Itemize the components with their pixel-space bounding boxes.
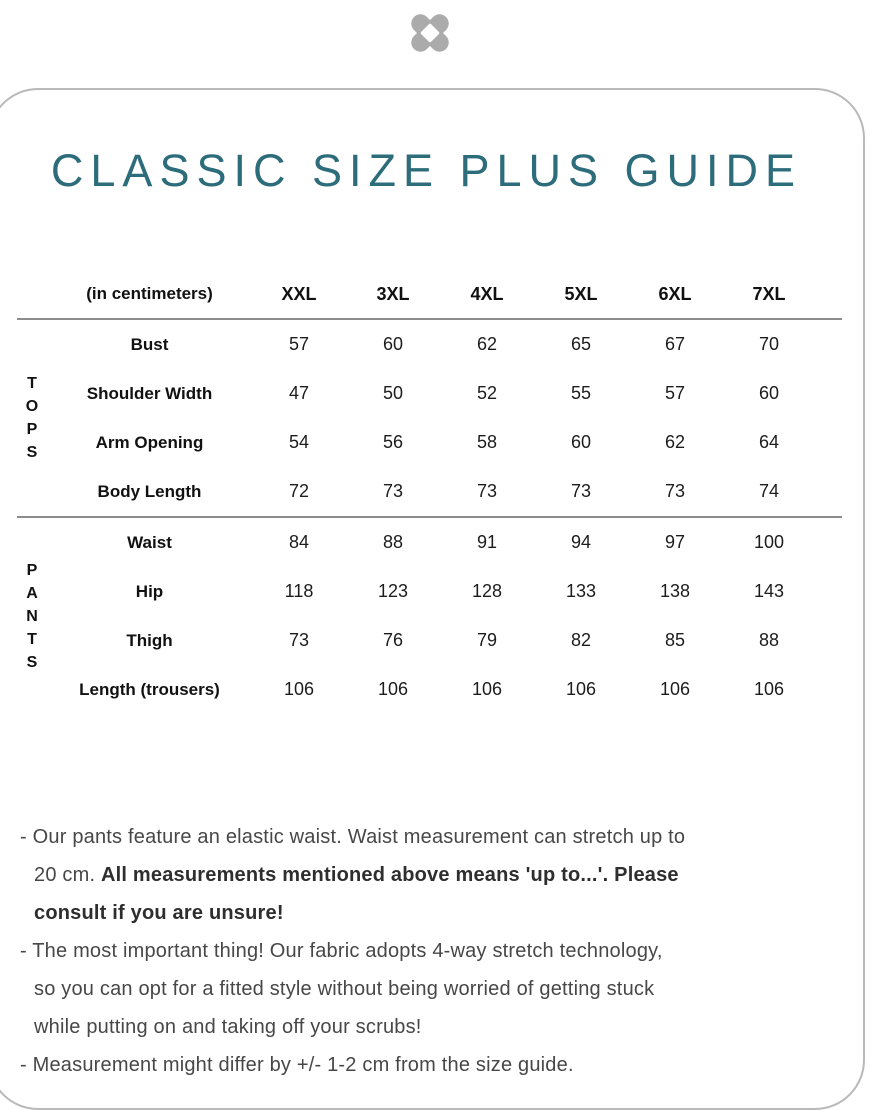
page-title: CLASSIC SIZE PLUS GUIDE: [50, 145, 803, 196]
table-header-row: [17, 270, 842, 320]
table-row: [47, 467, 816, 516]
group-label-letter: T: [27, 375, 37, 392]
measurement-value: 106: [471, 679, 503, 699]
group-label-letter: S: [26, 444, 38, 461]
measurement-value: 85: [664, 630, 686, 650]
measurement-value: 106: [753, 679, 785, 699]
table-row: [47, 320, 816, 369]
note-elastic-waist-cont: [20, 856, 852, 894]
note-measurement-tolerance: [20, 1046, 852, 1084]
measurement-value: 60: [570, 432, 592, 452]
note-text-bold: All measurements mentioned above means 'up to...'. Please: [100, 864, 679, 886]
measurement-value: 65: [570, 334, 592, 354]
measurement-value: 84: [288, 532, 310, 552]
measurement-value: 57: [288, 334, 310, 354]
column-header-4xl: 4XL: [470, 283, 504, 304]
table-row: [47, 665, 816, 714]
measurement-value: 94: [570, 532, 592, 552]
measurement-value: 106: [377, 679, 409, 699]
note-stretch-technology-cont: [20, 1008, 852, 1046]
group-label-letter: A: [26, 584, 38, 602]
section-rows: [47, 518, 816, 714]
table-row: [47, 567, 816, 616]
table-row: [47, 369, 816, 418]
note-text: - The most important thing! Our fabric adopts 4-way stretch technology,: [20, 940, 663, 962]
measurement-value: 128: [471, 581, 503, 601]
row-label: Thigh: [126, 630, 173, 650]
measurement-value: 133: [565, 581, 597, 601]
measurement-value: 118: [284, 581, 314, 601]
column-header-3xl: 3XL: [376, 283, 410, 304]
measurement-value: 123: [377, 581, 409, 601]
group-label-letter: S: [26, 653, 38, 671]
column-header-6xl: 6XL: [658, 283, 692, 304]
crossed-bandages-logo-icon: [403, 6, 457, 60]
measurement-value: 47: [288, 383, 310, 403]
measurement-value: 54: [288, 432, 310, 452]
measurement-value: 73: [288, 630, 310, 650]
measurement-value: 62: [476, 334, 498, 354]
measurement-value: 97: [664, 532, 686, 552]
column-header-xxl: XXL: [281, 283, 317, 304]
column-header-5xl: 5XL: [564, 283, 598, 304]
note-stretch-technology: [20, 932, 852, 970]
size-table: [17, 270, 863, 714]
measurement-value: 91: [476, 532, 498, 552]
group-label-letter: N: [26, 607, 38, 625]
measurement-value: 67: [664, 334, 686, 354]
measurement-value: 64: [758, 432, 780, 452]
row-label: Shoulder Width: [86, 383, 213, 403]
column-header-7xl: 7XL: [752, 283, 786, 304]
measurement-value: 88: [382, 532, 404, 552]
note-text: - Measurement might differ by +/- 1-2 cm from the size guide.: [20, 1054, 574, 1076]
measurement-value: 88: [758, 630, 780, 650]
measurement-value: 106: [659, 679, 691, 699]
measurement-value: 73: [664, 481, 686, 501]
measurement-value: 72: [288, 481, 310, 501]
group-label-letter: P: [26, 421, 38, 438]
note-stretch-technology-cont: [20, 970, 852, 1008]
measurement-value: 82: [570, 630, 592, 650]
table-body: [17, 320, 863, 714]
group-label-tops: [17, 320, 47, 516]
size-guide-card: [0, 88, 865, 1110]
measurement-value: 106: [283, 679, 315, 699]
notes: [20, 818, 852, 1084]
table-row: [47, 616, 816, 665]
measurement-value: 56: [382, 432, 404, 452]
measurement-value: 60: [382, 334, 404, 354]
table-section-pants: [17, 516, 842, 714]
row-label: Arm Opening: [95, 432, 204, 452]
header-group-spacer: [17, 270, 47, 318]
measurement-value: 79: [476, 630, 498, 650]
measurement-value: 138: [659, 581, 691, 601]
measurement-value: 74: [758, 481, 780, 501]
measurement-value: 55: [570, 383, 592, 403]
measurement-value: 73: [382, 481, 404, 501]
row-label: Hip: [135, 581, 164, 601]
measurement-value: 76: [382, 630, 404, 650]
measurement-value: 62: [664, 432, 686, 452]
group-label-letter: O: [25, 398, 39, 415]
group-label-letter: T: [27, 630, 37, 648]
measurement-value: 57: [664, 383, 686, 403]
row-label: Bust: [130, 334, 169, 354]
note-text: so you can opt for a fitted style without being worried of getting stuck: [34, 978, 655, 1000]
note-elastic-waist-cont: [20, 894, 852, 932]
measurement-value: 106: [565, 679, 597, 699]
measurement-value: 73: [570, 481, 592, 501]
row-label: Length (trousers): [79, 679, 220, 699]
table-row: [47, 418, 816, 467]
note-text: while putting on and taking off your scrubs!: [34, 1016, 422, 1038]
measurement-value: 70: [758, 334, 780, 354]
note-elastic-waist: [20, 818, 852, 856]
measurement-value: 143: [753, 581, 785, 601]
measurement-value: 60: [758, 383, 780, 403]
section-rows: [47, 320, 816, 516]
group-label-pants: [17, 518, 47, 714]
row-label: Body Length: [97, 481, 202, 501]
measurement-value: 100: [753, 532, 785, 552]
unit-label: (in centimeters): [86, 284, 213, 303]
note-text: - Our pants feature an elastic waist. Waist measurement can stretch up to: [20, 826, 686, 848]
row-label: Waist: [127, 532, 172, 552]
group-label-letter: P: [26, 561, 38, 579]
table-row: [47, 518, 816, 567]
note-text: 20 cm.: [34, 864, 101, 886]
measurement-value: 58: [476, 432, 498, 452]
measurement-value: 50: [382, 383, 404, 403]
note-text-bold: consult if you are unsure!: [34, 902, 284, 924]
measurement-value: 52: [476, 383, 498, 403]
table-section-tops: [17, 320, 842, 516]
measurement-value: 73: [476, 481, 498, 501]
